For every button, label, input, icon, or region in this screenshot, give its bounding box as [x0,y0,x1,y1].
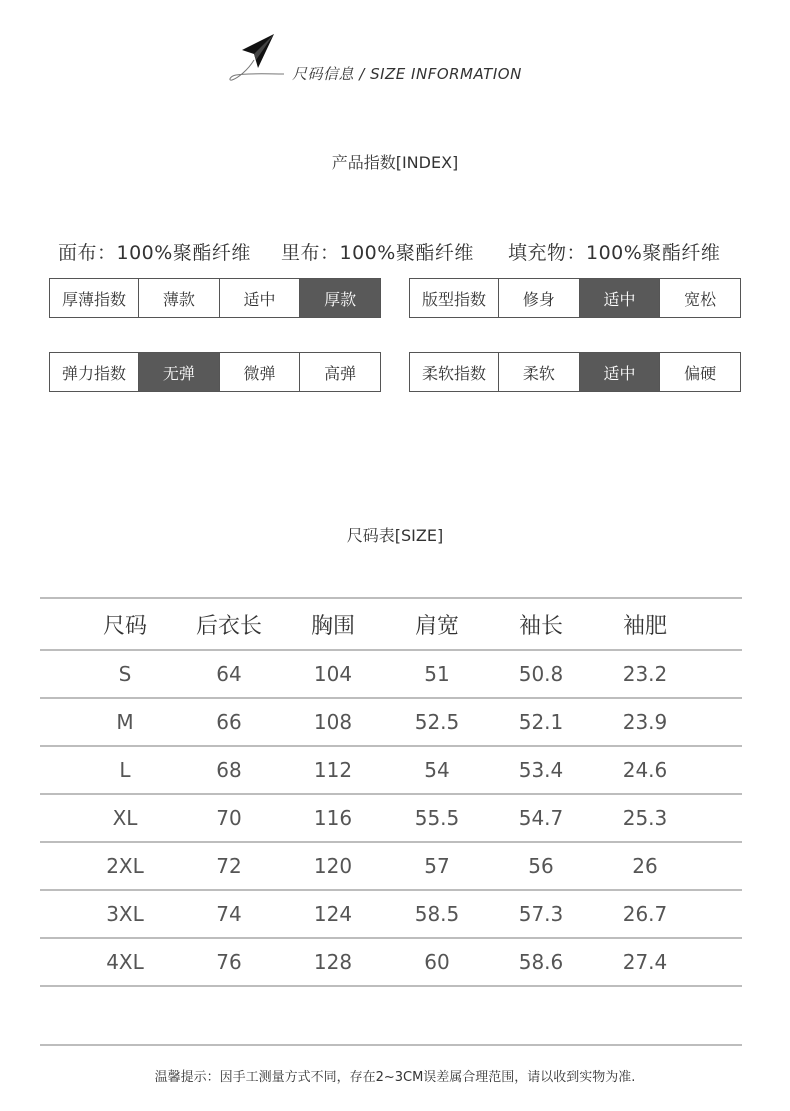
table-cell: 108 [313,710,353,734]
table-row [40,891,742,939]
table-cell: 53.4 [518,758,564,782]
table-cell: 54.7 [518,806,564,830]
table-cell: XL [112,806,138,830]
index-label: 柔软指数 [421,363,486,383]
table-row [40,651,742,699]
table-cell: M [116,710,134,734]
table-cell: 68 [216,758,242,782]
table-cell: 64 [216,662,242,686]
column-header: 胸围 [310,613,355,639]
table-cell: 58.6 [518,950,564,974]
fit-index [409,278,741,318]
table-row [40,747,742,795]
fabric-lining: 里布：100%聚酯纤维 [281,242,474,264]
table-cell: 116 [313,806,353,830]
table-cell: 26 [632,854,658,878]
table-row [40,939,742,987]
table-cell: 52.5 [414,710,460,734]
table-cell: 74 [216,902,242,926]
table-cell: 76 [216,950,242,974]
thickness-index [49,278,381,318]
index-option: 适中 [579,353,660,391]
table-row [40,795,742,843]
index-option: 微弹 [219,353,300,391]
table-cell: 57 [424,854,450,878]
index-option: 适中 [579,279,660,317]
table-cell: 66 [216,710,242,734]
index-option: 厚款 [299,279,380,317]
table-cell: 57.3 [518,902,564,926]
index-option: 柔软 [498,353,579,391]
column-header: 后衣长 [195,613,262,639]
table-cell: 52.1 [518,710,564,734]
table-cell: 112 [313,758,353,782]
size-section-title: 尺码表[SIZE] [346,526,444,545]
table-cell: 23.9 [622,710,668,734]
index-option: 无弹 [138,353,219,391]
index-option: 适中 [219,279,300,317]
softness-index [409,352,741,392]
table-header-row [40,597,742,651]
index-option: 薄款 [138,279,219,317]
index-option: 修身 [498,279,579,317]
table-cell: 128 [313,950,353,974]
column-header: 袖长 [518,613,563,639]
column-header: 袖肥 [622,613,667,639]
table-cell: 2XL [106,854,144,878]
table-cell: 120 [313,854,353,878]
table-cell: 124 [313,902,353,926]
table-cell: 54 [424,758,450,782]
table-cell: 24.6 [622,758,668,782]
table-cell: 26.7 [622,902,668,926]
table-row [40,699,742,747]
table-cell: 4XL [106,950,144,974]
empty-table-row [40,991,742,1046]
index-label: 厚薄指数 [61,289,126,309]
index-label: 版型指数 [421,289,486,309]
fabric-face: 面布：100%聚酯纤维 [58,242,251,264]
table-cell: 50.8 [518,662,564,686]
table-cell: 60 [424,950,450,974]
table-cell: 23.2 [622,662,668,686]
index-option: 高弹 [299,353,380,391]
table-cell: 55.5 [414,806,460,830]
measurement-note: 温馨提示：因手工测量方式不同，存在2~3CM误差属合理范围，请以收到实物为准. [154,1070,636,1085]
table-row [40,843,742,891]
index-section-title: 产品指数[INDEX] [331,153,459,172]
column-header: 尺码 [102,613,147,639]
fabric-filling: 填充物：100%聚酯纤维 [508,242,721,264]
table-cell: 104 [313,662,353,686]
column-header: 肩宽 [414,613,459,639]
table-cell: 56 [528,854,554,878]
size-info-heading: 尺码信息 / SIZE INFORMATION [292,65,522,83]
paper-plane-icon [228,30,288,86]
table-cell: 70 [216,806,242,830]
size-table [40,597,742,987]
elasticity-index [49,352,381,392]
table-cell: 27.4 [622,950,668,974]
index-option: 偏硬 [659,353,740,391]
table-cell: L [119,758,131,782]
index-label: 弹力指数 [61,363,126,383]
table-cell: 25.3 [622,806,668,830]
table-cell: 51 [424,662,450,686]
table-cell: S [118,662,132,686]
table-cell: 72 [216,854,242,878]
table-cell: 3XL [106,902,144,926]
table-cell: 58.5 [414,902,460,926]
index-option: 宽松 [659,279,740,317]
